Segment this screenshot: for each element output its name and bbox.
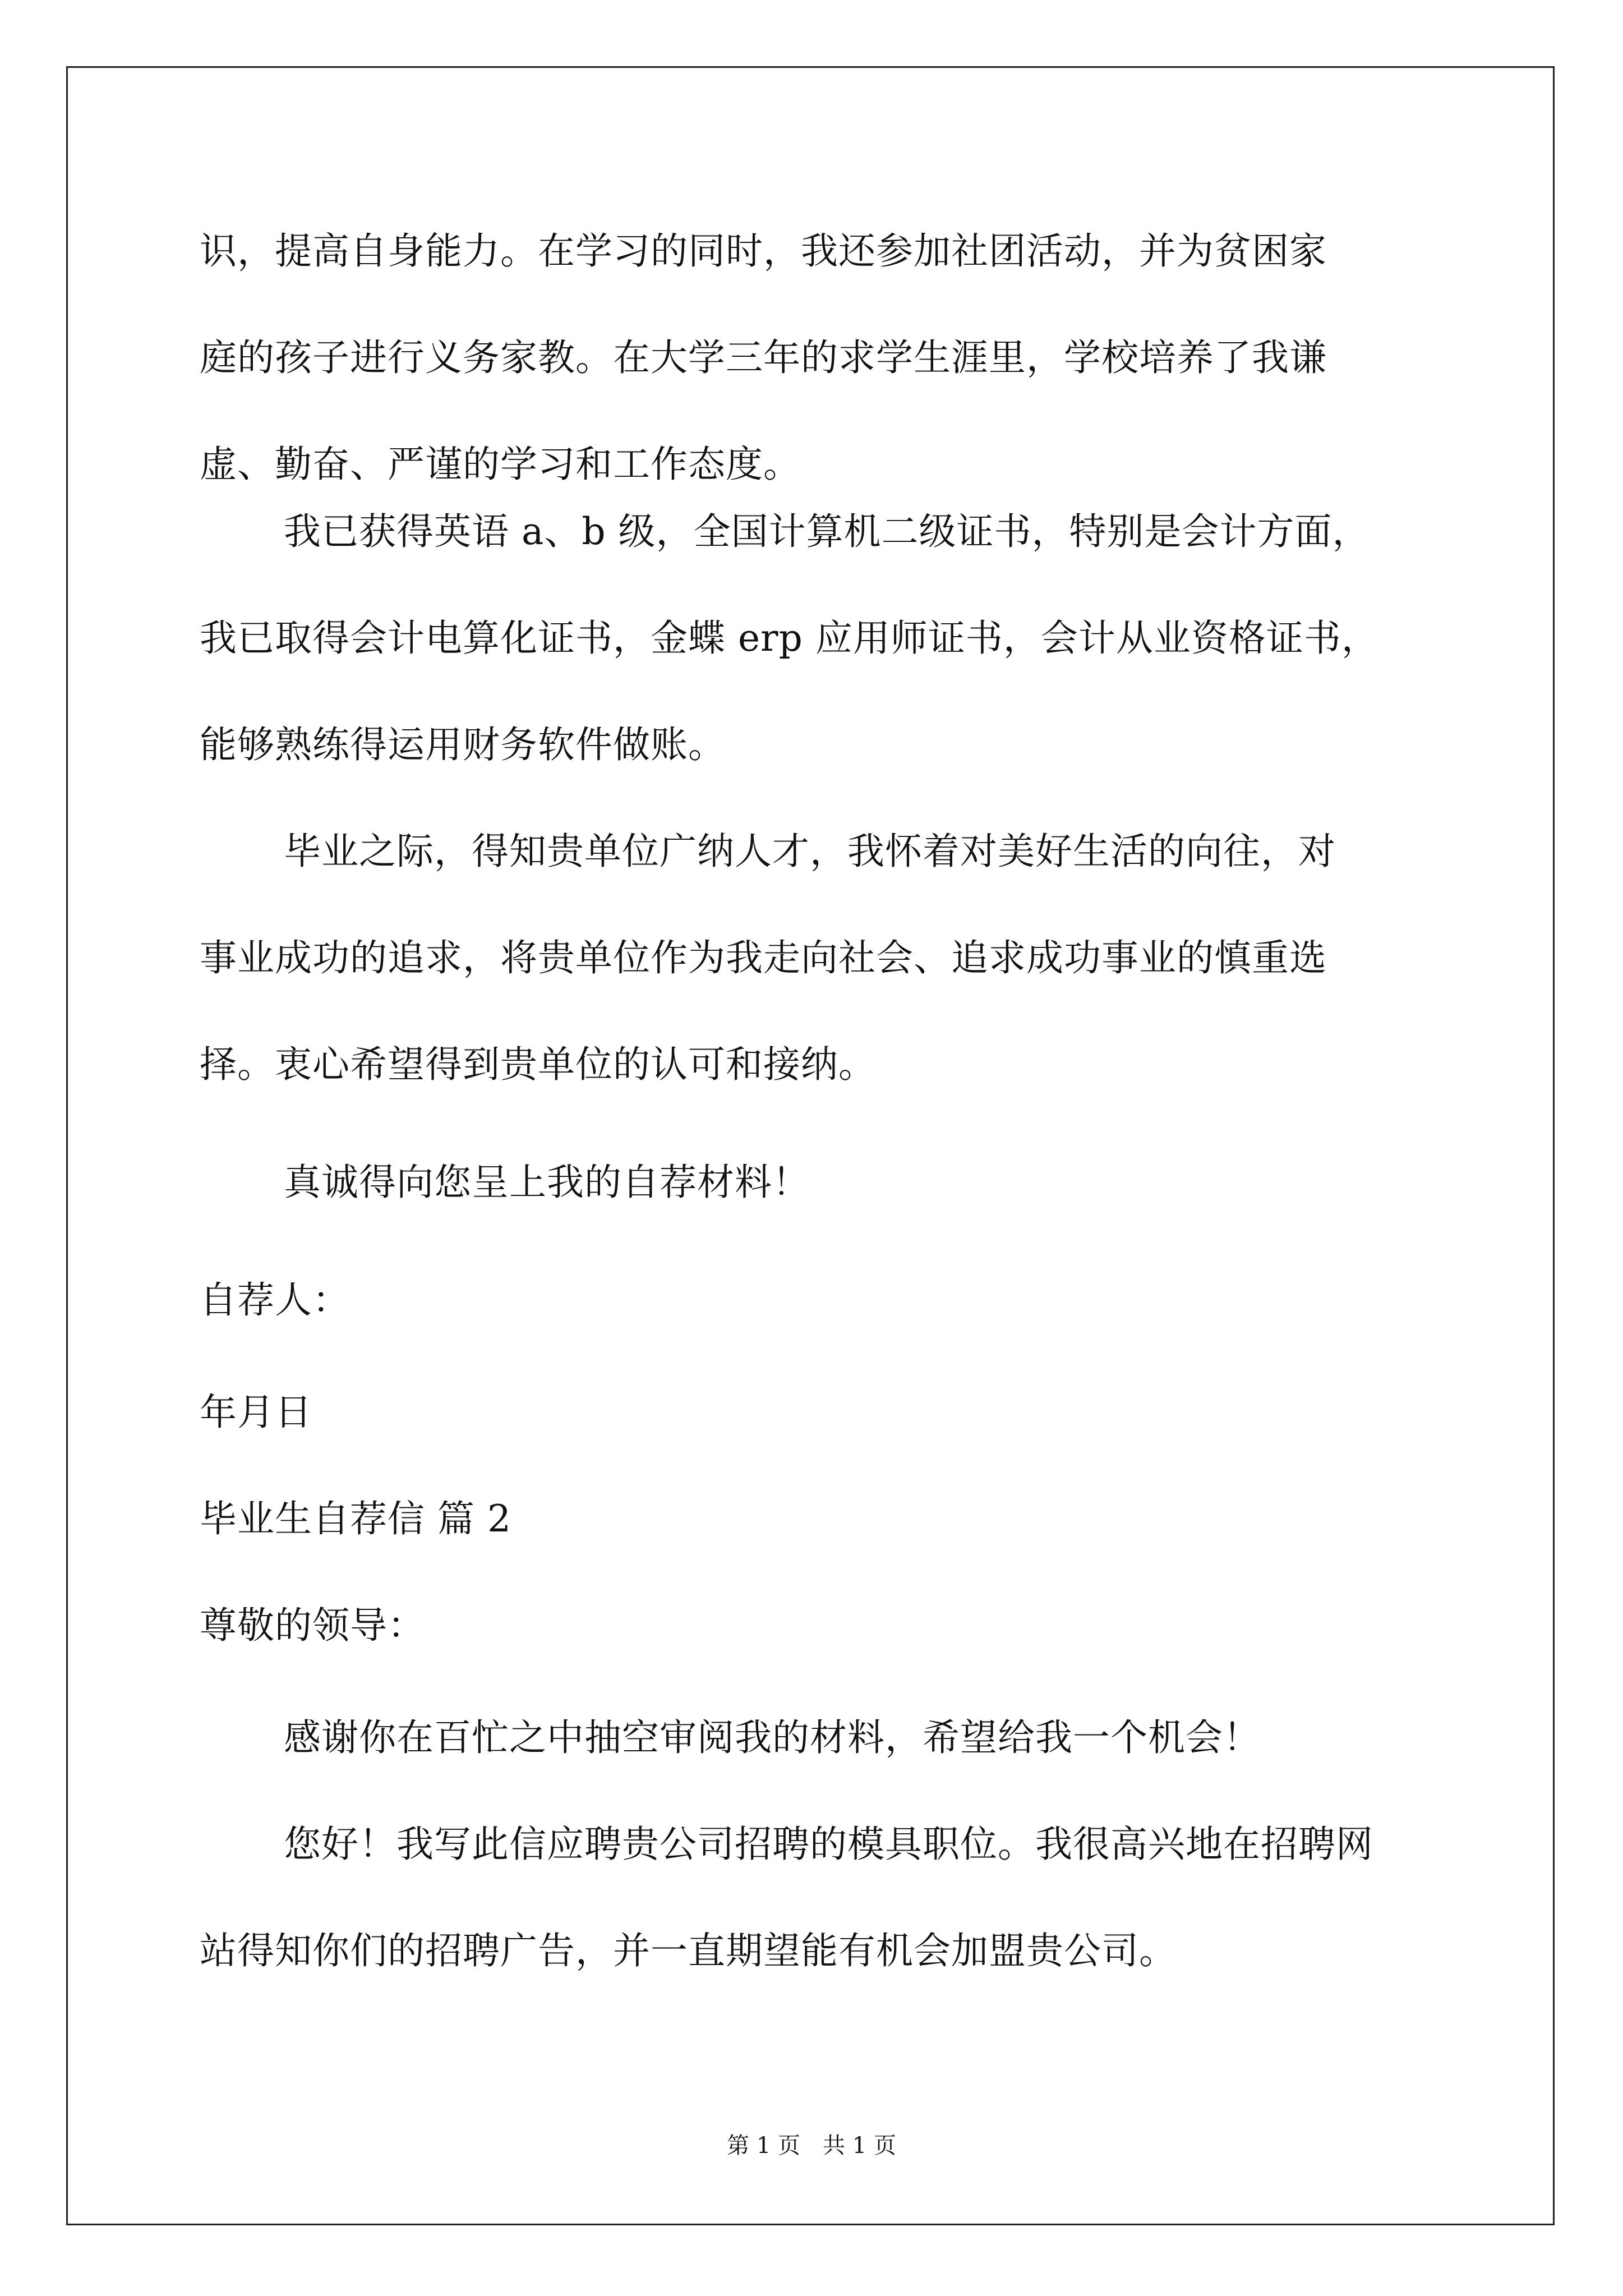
body-line: 我已获得英语 a、b 级，全国计算机二级证书，特别是会计方面， — [284, 510, 1370, 553]
section-title: 毕业生自荐信 篇 2 — [200, 1497, 511, 1540]
body-line: 识，提高自身能力。在学习的同时，我还参加社团活动，并为贫困家 — [200, 229, 1327, 273]
body-line: 庭的孩子进行义务家教。在大学三年的求学生涯里，学校培养了我谦 — [200, 336, 1327, 379]
body-line: 您好！我写此信应聘贵公司招聘的模具职位。我很高兴地在招聘网 — [284, 1823, 1373, 1866]
page-border — [66, 66, 1555, 2225]
body-line: 真诚得向您呈上我的自荐材料！ — [284, 1161, 810, 1204]
body-line: 能够熟练得运用财务软件做账。 — [200, 723, 726, 766]
body-line: 事业成功的追求，将贵单位作为我走向社会、追求成功事业的慎重选 — [200, 936, 1327, 979]
page-number: 第 1 页 共 1 页 — [727, 2133, 896, 2159]
body-line: 毕业之际，得知贵单位广纳人才，我怀着对美好生活的向往，对 — [284, 830, 1336, 873]
body-line: 虚、勤奋、严谨的学习和工作态度。 — [200, 443, 801, 486]
body-line: 我已取得会计电算化证书，金蝶 erp 应用师证书，会计从业资格证书， — [200, 616, 1379, 660]
signature-label: 自荐人： — [200, 1278, 350, 1322]
salutation: 尊敬的领导： — [200, 1604, 425, 1647]
body-line: 择。衷心希望得到贵单位的认可和接纳。 — [200, 1043, 876, 1086]
body-line: 站得知你们的招聘广告，并一直期望能有机会加盟贵公司。 — [200, 1929, 1177, 1972]
body-line: 感谢你在百忙之中抽空审阅我的材料，希望给我一个机会！ — [284, 1716, 1261, 1759]
date-line: 年月日 — [200, 1391, 312, 1434]
